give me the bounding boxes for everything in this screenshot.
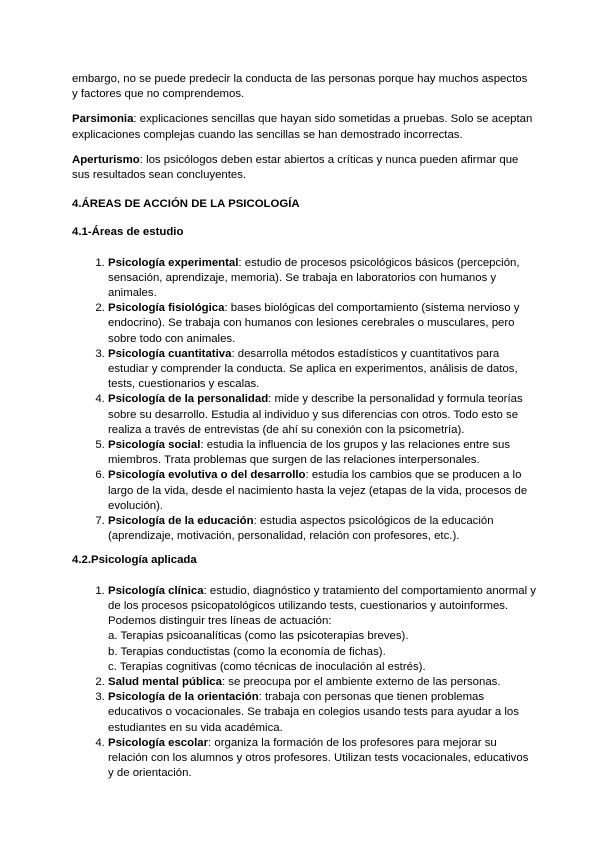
list-item: 2. Psicología fisiológica: bases biológicas del comportamiento (sistema nervioso y endocrino). Se trabaja con humanos con lesiones cerebrales o musculares, pero sobre todo con animales. — [108, 301, 536, 347]
therapy-line: a. Terapias psicoanalíticas (como las psicoterapias breves). — [108, 630, 409, 643]
list-item: 1. Psicología experimental: estudio de procesos psicológicos básicos (percepción, sensación, aprendizaje, memoria). Se trabaja en laboratorios con humanos y animales. — [108, 256, 536, 302]
list-item: 4. Psicología de la personalidad: mide y describe la personalidad y formula teorías sobre su desarrollo. Estudia al individuo y sus diferencias con otros. Todo esto se realiza a través de entrevistas (de ahí su conexión con la psicometría). — [108, 392, 536, 438]
list-item: 7. Psicología de la educación: estudia aspectos psicológicos de la educación (aprendizaje, motivación, personalidad, relación con profesores, etc.). — [108, 514, 536, 544]
subsection-heading-applied: 4.2.Psicología aplicada — [72, 554, 197, 567]
principle-text: : los psicólogos deben estar abiertos a críticas y nunca pueden afirmar que sus resultados sean concluyentes. — [72, 153, 519, 182]
list-item: 2. Salud mental pública: se preocupa por el ambiente externo de las personas. — [108, 675, 536, 690]
applied-list — [72, 584, 536, 782]
principle-text: : explicaciones sencillas que hayan sido sometidas a pruebas. Solo se aceptan explicaciones complejas cuando las sencillas se han demostrado incorrectas. — [72, 113, 533, 141]
principle-aperturismo — [72, 153, 536, 183]
principle-parsimonia — [72, 112, 536, 142]
intro-paragraph: embargo, no se puede predecir la conducta de las personas porque hay muchos aspectos y factores que no comprendemos. — [72, 73, 528, 101]
list-item: 1. Psicología clínica: estudio, diagnóstico y tratamiento del comportamiento anormal y de los procesos psicopatológicos utilizando tests, cuestionarios y autoinformes. Podemos distinguir tres líneas de actuación: a. Terapias psicoanalíticas (como las psicoterapias breves). b. Terapias conductistas (como la economía de fichas). c. Terapias cognitivas (como técnicas de inoculación al estrés). — [108, 584, 536, 675]
therapy-line: b. Terapias conductistas (como la economía de fichas). — [108, 645, 386, 658]
principle-term: Aperturismo — [72, 153, 140, 166]
areas-list — [72, 256, 536, 545]
list-item: 3. Psicología cuantitativa: desarrolla métodos estadísticos y cuantitativos para estudiar y comprender la conducta. Se aplica en experimentos, análisis de datos, tests, cuestionarios y escalas. — [108, 347, 536, 393]
list-item: 3. Psicología de la orientación: trabaja con personas que tienen problemas educativos o vocacionales. Se trabaja en colegios usando tests para ayudar a los estudiantes en su vida académica. — [108, 690, 536, 736]
list-item: 6. Psicología evolutiva o del desarrollo: estudia los cambios que se producen a lo largo de la vida, desde el nacimiento hasta la vejez (etapas de la vida, procesos de evolución). — [108, 468, 536, 514]
section-heading: 4.ÁREAS DE ACCIÓN DE LA PSICOLOGÍA — [72, 198, 300, 211]
list-item: 5. Psicología social: estudia la influencia de los grupos y las relaciones entre sus miembros. Trata problemas que surgen de las relaciones interpersonales. — [108, 438, 536, 468]
principle-term: Parsimonia — [72, 113, 134, 126]
list-item: 4. Psicología escolar: organiza la formación de los profesores para mejorar su relación con los alumnos y otros profesores. Utilizan tests vocacionales, educativos y de orientación. — [108, 736, 536, 782]
therapy-line: c. Terapias cognitivas (como técnicas de inoculación al estrés). — [108, 660, 426, 673]
subsection-heading-areas: 4.1-Áreas de estudio — [72, 226, 184, 239]
